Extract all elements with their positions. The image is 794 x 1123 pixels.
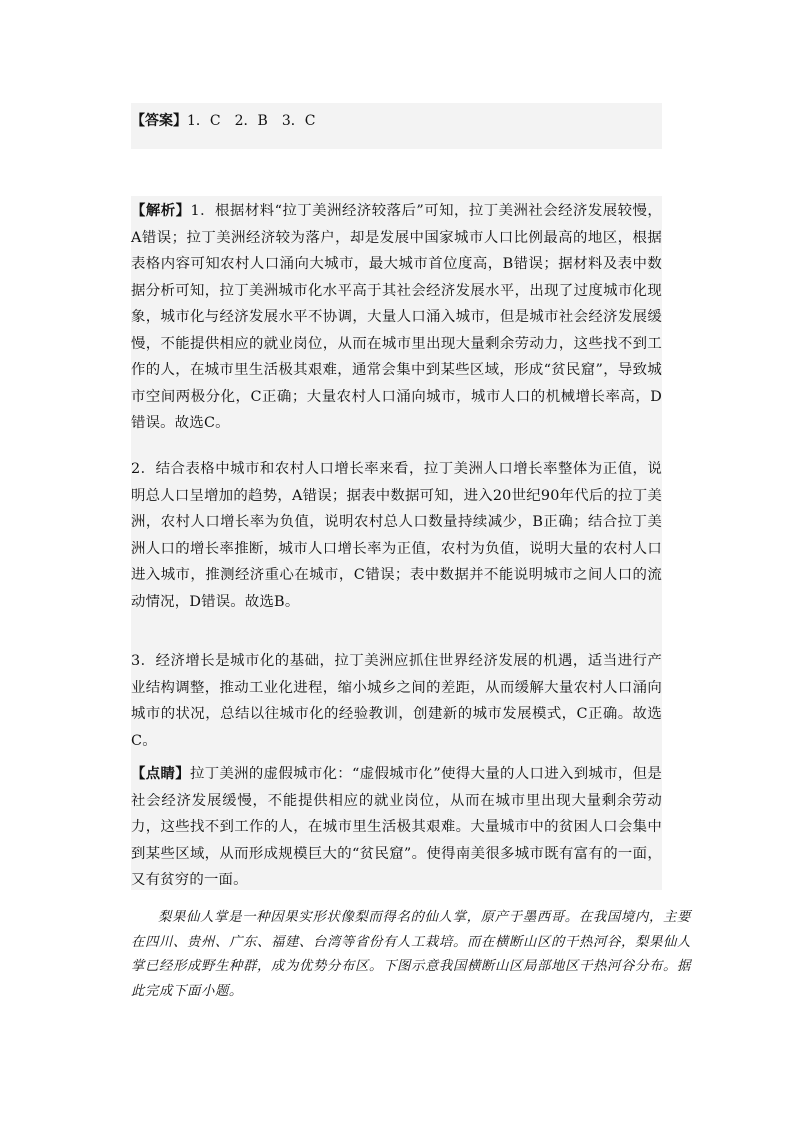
analysis-label: 【解析】 <box>131 202 191 219</box>
answer-label: 【答案】 <box>131 113 187 129</box>
analysis-text-1: 1．根据材料“拉丁美洲经济较落后”可知，拉丁美洲社会经济发展较慢，A错误；拉丁美洲经济较为落户，却是发展中国家城市人口比例最高的地区，根据表格内容可知农村人口涌向大城市，最大城市首位度高，B错误；据材料及表中数据分析可知，拉丁美洲城市化水平高于其社会经济发展水平，出现了过度城市化现象，城市化与经济发展水平不协调，大量人口涌入城市，但是城市社会经济发展缓慢，不能提供相应的就业岗位，从而在城市里出现大量剩余劳动力，这些找不到工作的人，在城市里生活极其艰难，通常会集中到某些区域，形成“贫民窟”，导致城市空间两极分化，C正确；大量农村人口涌向城市，城市人口的机械增长率高，D错误。故选C。 <box>131 203 662 431</box>
question-intro: 梨果仙人掌是一种因果实形状像梨而得名的仙人掌，原产于墨西哥。在我国境内，主要在四川、贵州、广东、福建、台湾等省份有人工栽培。而在横断山区的干热河谷，梨果仙人掌已经形成野生种群，成为优势分布区。下图示意我国横断山区局部地区干热河谷分布。据此完成下面小题。 <box>131 910 691 999</box>
answer-text: 1．C 2．B 3．C <box>187 113 316 129</box>
answer-section <box>131 103 662 149</box>
analysis-paragraph-3: 3．经济增长是城市化的基础，拉丁美洲应抓住世界经济发展的机遇，适当进行产业结构调整，推动工业化进程，缩小城乡之间的差距，从而缓解大量农村人口涌向城市的状况，总结以往城市化的经验教训，创建新的城市发展模式，C正确。故选C。 <box>131 653 662 749</box>
comment-paragraph <box>131 761 662 894</box>
analysis-section <box>131 196 662 890</box>
comment-label: 【点睛】 <box>131 765 190 782</box>
analysis-paragraph-1 <box>131 198 662 437</box>
comment-text: 拉丁美洲的虚假城市化：“虚假城市化”使得大量的人口进入到城市，但是社会经济发展缓慢，不能提供相应的就业岗位，从而在城市里出现大量剩余劳动力，这些找不到工作的人，在城市里生活极其艰难。大量城市中的贫困人口会集中到某些区域，从而形成规模巨大的“贫民窟”。使得南美很多城市既有富有的一面，又有贫穷的一面。 <box>131 766 662 888</box>
analysis-paragraph-2: 2．结合表格中城市和农村人口增长率来看，拉丁美洲人口增长率整体为正值，说明总人口呈增加的趋势，A错误；据表中数据可知，进入20世纪90年代后的拉丁美洲，农村人口增长率为负值，说明农村总人口数量持续减少，B正确；结合拉丁美洲人口的增长率推断，城市人口增长率为正值，农村为负值，说明大量的农村人口进入城市，推测经济重心在城市，C错误；表中数据并不能说明城市之间人口的流动情况，D错误。故选B。 <box>131 461 662 610</box>
answer-line <box>131 111 315 131</box>
